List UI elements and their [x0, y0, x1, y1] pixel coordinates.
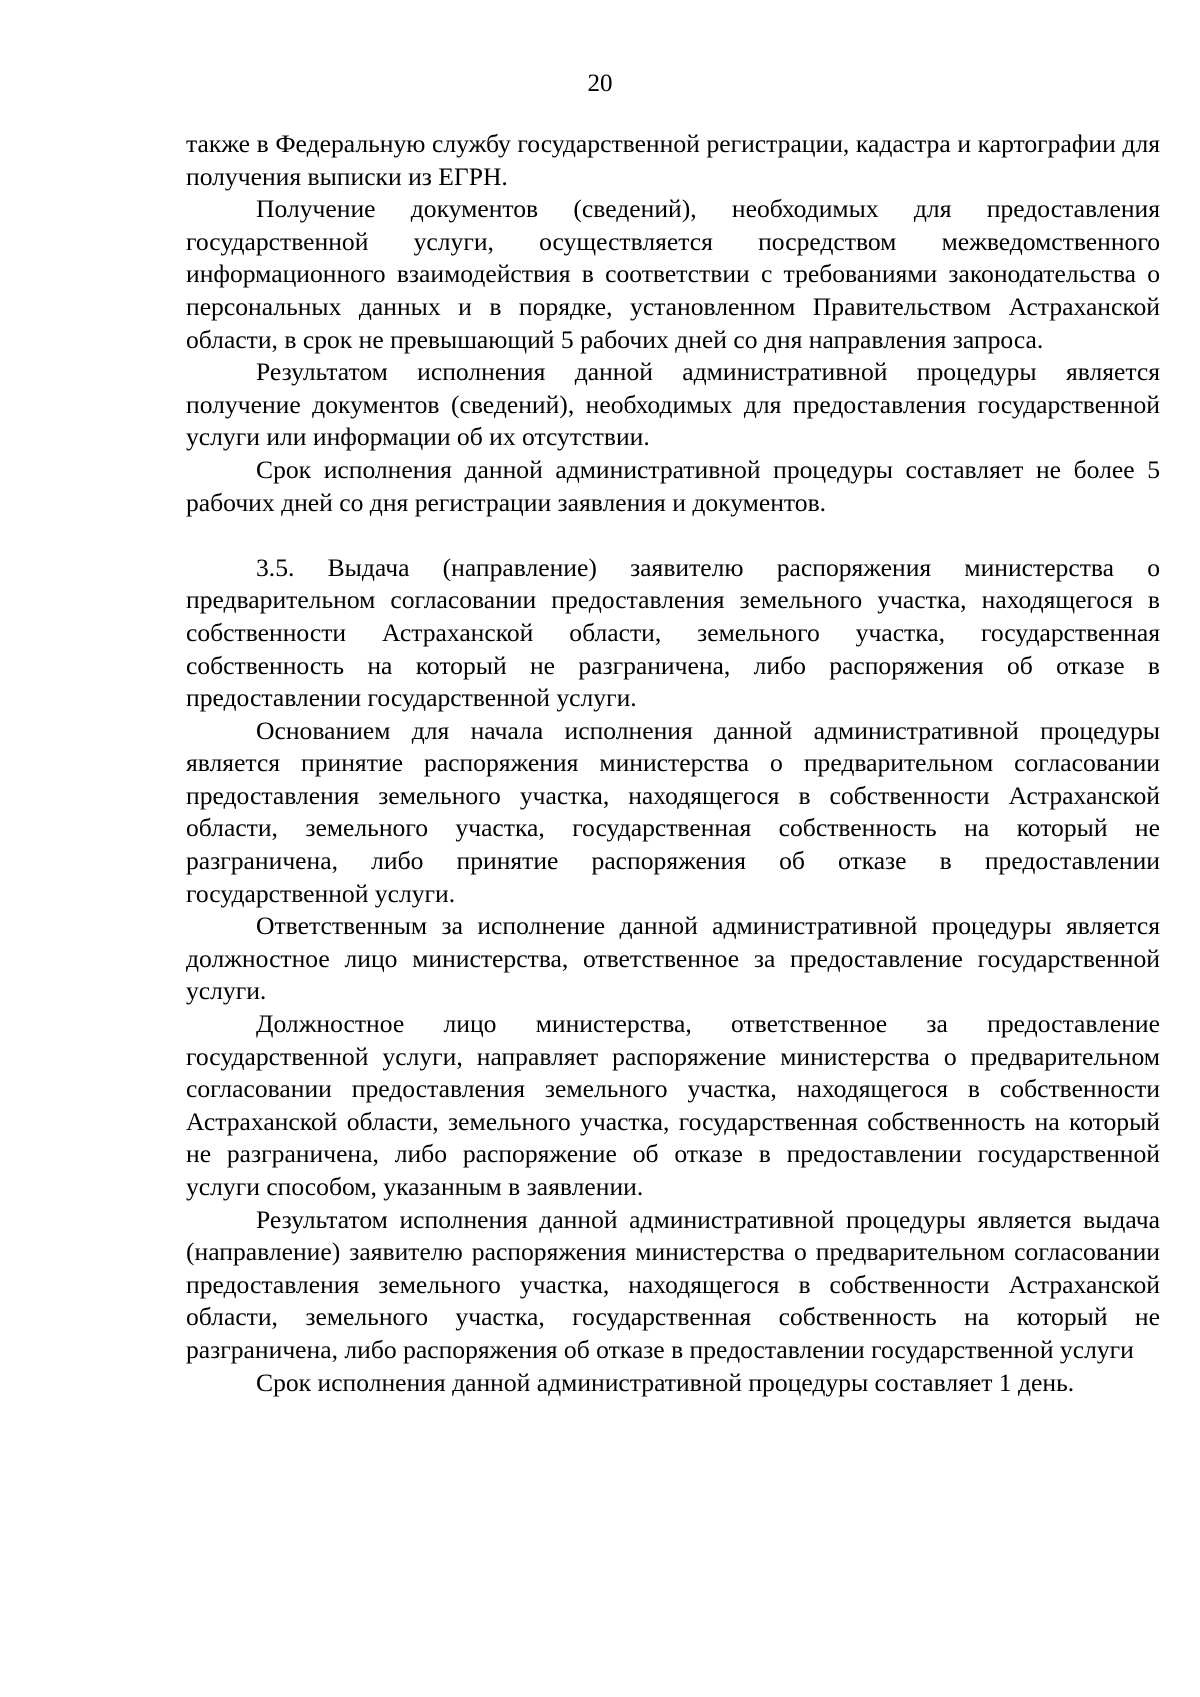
paragraph: Ответственным за исполнение данной административной процедуры является должностное лицо министерства, ответственное за предоставление государственной услуги. — [186, 911, 1160, 1006]
document-body — [186, 128, 1160, 1399]
section-heading-paragraph: 3.5. Выдача (направление) заявителю распоряжения министерства о предварительном согласовании предоставления земельного участка, находящегося в собственности Астраханской области, земельного участка, государственная собственность на который не разграничена, либо распоряжения об отказе в предоставлении государственной услуги. — [186, 552, 1160, 713]
paragraph: также в Федеральную службу государственной регистрации, кадастра и картографии для получения выписки из ЕГРН. — [186, 129, 1160, 191]
page-number: 20 — [587, 70, 613, 97]
paragraph: Срок исполнения данной административной процедуры составляет не более 5 рабочих дней со дня регистрации заявления и документов. — [186, 454, 1160, 517]
paragraph: Должностное лицо министерства, ответственное за предоставление государственной услуги, направляет распоряжение министерства о предварительном согласовании предоставления земельного участка, находящегося в собственности Астраханской области, земельного участка, государственная собственность на который не разграничена, либо распоряжение об отказе в предоставлении государственной услуги способом, указанным в заявлении. — [186, 1009, 1160, 1201]
paragraph: Основанием для начала исполнения данной административной процедуры является принятие распоряжения министерства о предварительном согласовании предоставления земельного участка, находящегося в собственности Астраханской области, земельного участка, государственная собственность на который не разграничена, либо принятие распоряжения об отказе в предоставлении государственной услуги. — [186, 715, 1160, 908]
paragraph: Результатом исполнения данной административной процедуры является получение документов (сведений), необходимых для предоставления государственной услуги или информации об их отсутствии. — [186, 357, 1160, 452]
paragraph: Получение документов (сведений), необходимых для предоставления государственной услуги, осуществляется посредством межведомственного информационного взаимодействия в соответствии с требованиями законодательства о персональных данных и в порядке, установленном Правительством Астраханской области, в срок не превышающий 5 рабочих дней со дня направления запроса. — [186, 194, 1160, 354]
paragraph: Срок исполнения данной административной процедуры составляет 1 день. — [256, 1367, 1075, 1397]
section-spacer — [186, 519, 1160, 552]
paragraph: Результатом исполнения данной административной процедуры является выдача (направление) заявителю распоряжения министерства о предварительном согласовании предоставления земельного участка, находящегося в собственности Астраханской области, земельного участка, государственная собственность на который не разграничена, либо распоряжения об отказе в предоставлении государственной услуги — [186, 1204, 1160, 1364]
